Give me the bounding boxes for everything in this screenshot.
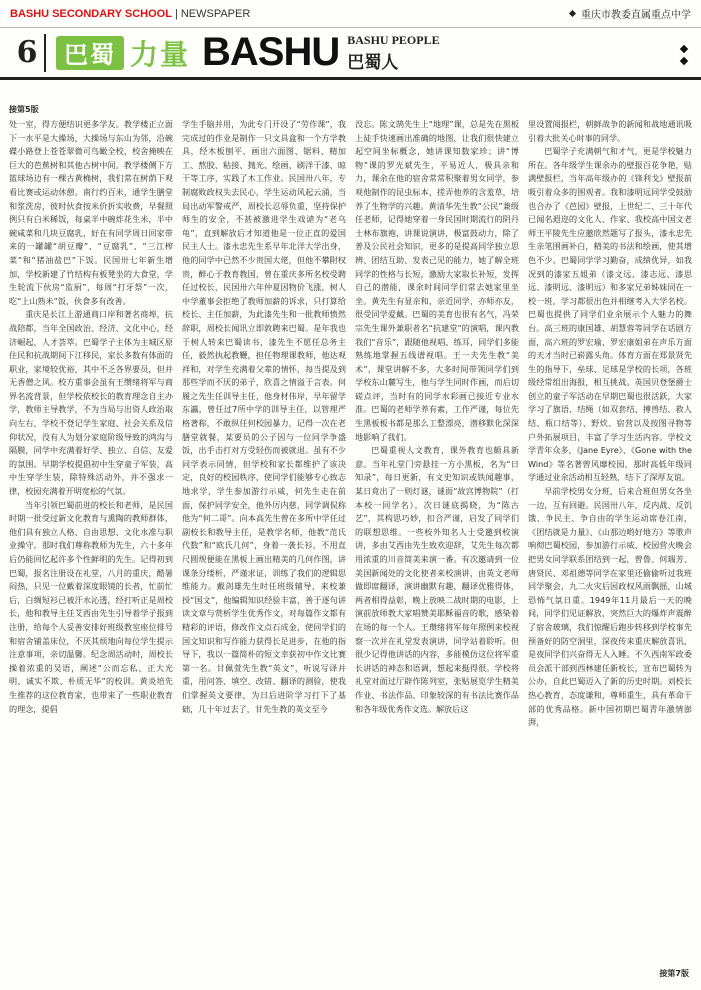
diamond-icon xyxy=(680,57,688,65)
article-column-1 xyxy=(9,118,173,958)
article-column-4 xyxy=(528,118,692,958)
article-column-3 xyxy=(355,118,519,958)
paragraph: 重庆是长江上游通商口岸和著名商埠，抗战陪都，当年全国政治、经济、文化中心，经济崛起，人才荟萃。巴蜀学子主体为主城区原住民和抗战期间下江移民，家长多数有体面的职业，家境较优裕，其中不乏各界要员，但并无香僧之风。校方重事会虽有王缵绪将军与商界名流背景，但学校依校长的教育理念自主办学，教师主导教学，不为当局与出资人政治取向左右，学校不登记学生家庭、社会关系及信仰状况，没有人为划分家庭阶级导致的鸿沟与隔膜，同学中充满着好学、独立、自信、友爱的氛围。早期学校提倡初中生穿童子军装，高中生穿学生装，除特殊活动外，并不强求一律，校园充满着开明宽松的气氛。 xyxy=(9,309,173,497)
diamond-icon xyxy=(680,45,688,53)
brand-separator: | xyxy=(174,7,178,20)
paragraph: 没忘。陈文鹄先生上“地理”课，总是先在黑板上徒手快速画出准确的地图，让我们很快建立起空间坐标概念，她讲课知数家珍；讲“博物”课的罗光斌先生，平易近人，极具亲和力，课余在他的宿舍常常积聚着男女同学，参观他制作的昆虫标本，搓弄他养的含羞草，培养了生物学的兴趣。黄清华先生教“公民”兼级任老师，记得她穿着一身民国时期流行的阴丹士林布旗袍，讲课说演讲，极富鼓动力，除了普及公民社会知识，更多的是提高同学独立思辨、团结互助、发表己见的能力，她了解全班同学的性格与长短，激励大家取长补短，发挥自己的潜能，课余时间同学们常去她家里坐坐。黄先生有显亲和，亲近同学，亦师亦友，很受同学爱戴。巴蜀的美育也很有名气，冯荣宗先生课外兼职者名“抗建堂”的演唱，课内教我们“音乐”，跟随他视唱、练耳，同学们多能熟练地掌握五线谱视唱。王一夫先生教“美术”，课堂讲解不多，大多时间带领同学们到学校东山麓写生，他与学生同时作画，而后切磋点评，当时有的同学水彩画已接近专业水准。巴蜀的老师学养有素，工作严谨，每位先生黑板板书都是那么工整漂亮，潜移默化深深地影响了我们。 xyxy=(355,119,519,442)
logo-box: 巴蜀 xyxy=(56,36,124,70)
paragraph: 巴蜀学子充满朝气和才气，更是学校魅力所在。各年级学生课余办的壁报百花争艳，贴满壁报栏，当年高年级办的《锋利戈》壁报前吸引着众多的围观者。我和漆明远同学受鼓励也合办了《芭园》壁报，上世纪二、三十年代已闻名遐迩的文化人、作家、我校高中国文老师王平陵先生应邀欣然题写了报头，漆永忠先生亲笔围画补白，精美的书法和绘画，使其增色不少。巴蜀同学学习勤奋，成绩优异，如我况到的漆家五姐弟（漆文远、漆志远、漆思远、漆明远、漆明远）和多家兄弟姊妹同在一校一班，学习都很出色并相继考入大学名校。巴蜀也提供了同学们业余展示个人魅力的舞台。高三班的康国雄、胡慧蓉等同学在话剧方面，高六班的罗宏瑜、罗宏康姐弟在声乐方面的天才当时已崭露头角。体育方面在郑景贤先生的指导下，垒球、足球是学校的长项，各班级经常组出海报，相互挑战。英国贝登堡爵士创立的童子军活动在早期巴蜀也很活跃，大家学习了旗语、结绳（如双套结、搏兽结、救人结、瓶口结等）、野炊、宿营以及按图寻物等户外拓展项目，丰富了学习生活内容。学校文学青年众多，《Jane Eyre》、《Gone with the Wind》等名著曾风靡校园，那时高低年级同学通过业余活动相互轻熟，结下了深厚友谊。 xyxy=(528,146,692,483)
masthead-title: BASHU xyxy=(202,30,340,74)
paragraph: 处一室，得方便结识更多学友。教学楼正立面下一水平是大操场，大操场与东山为邻，沿碗碟小路登上苍苍翠微可鸟瞰全校，校舍掩映在巨大的芭蕉树和其他古树中间。教学楼侧下方篮球场边有一棵古黄桷树，我们常在树荫下观看比赛或运动休憩。南行约百米，通学生膳堂和浆洗房，彼时伙食按米价折实收费，早餐照例只有白米稀饭，每桌半中碗炸花生米，半中碗咸菜和几块豆腐乳，好在有同学周日回家带来的一罐罐“胡豆瓣”、“豆腐乳”、“三江榨菜”和“猪油盐巴”下饭。民国卅七年新生增加，学校新建了竹结构有板凳坐的大食堂，学生轮流下伙房“监厨”，每周“打牙祭”一次，吃“上山熟米”饭，伙食多有改善。 xyxy=(9,119,173,306)
article-body xyxy=(9,118,692,958)
top-bar xyxy=(0,0,701,28)
paragraph: 巴蜀重视人文教育，课外教育也颇具新意。当年礼堂门旁悬挂一方小黑板，名为“日知录”，每日更新，有文史知识或铁闻趣事，某日竟出了一则灯谜，谜面“故宫博物院”（打本校一同学名），次日谜底揭晓，为“陈古艺”，其构思巧妙，扣合严谨，启发了同学们的联想思维。一些校外知名人士受邀到校演讲，多由艾西由先生致欢迎辞，艾先生每次都用浓重的川音简美来演一番。有次邀请到一位美国新闻处的文化使者来校演讲，由英文老师做即席翻译，演讲幽默有趣，翻译优雅得体，两者相得益彰，晚上放映二战时期的电影，上演前放师教大家唱赞美耶稣福音的歌，感染着在场的每一个人。王瓒绪将军每年照例来校视察一次并在礼堂发表演讲，同学站着聆听。但很少记得他讲话的内容，多能模仿这位将军重长讲话的神态和语调，想起来挺得很。学校将礼堂对面过厅辟作陈列室，张贴展览学生精美作业、书法作品、印象较深的有书法比赛作品和各年级优秀作文选。解放后这 xyxy=(355,445,519,714)
continued-from-label: 接第5版 xyxy=(9,105,39,114)
newspaper-brand xyxy=(10,8,250,20)
paragraph: 学生手脑并用，为此专门开设了“劳作课”，我完成过的作业是制作一只文具盒和一个方学教具，经木板刨平、画出六面图、锯料、精加工、熬胶、粘接、抛光、绘画、刷洋干漆、晾干等工序，实践了木工作业。民国卅八年，专制腐败政权失去民心，学生运动风起云涌，当局出动军警戒严，周校长忍辱负重，坚持保护师生的安全，不甚被激进学生戏谑为“老乌龟”，直到解放后才知道他是一位正直的爱国民主人士。漆永忠先生系早年北洋大学出身，他的同学中已然不少贵国大佬，但他不攀附权贵，醉心于教育教国，曾在重庆多所名校受聘任过校长，民国卅六年仲夏因物价飞涨，树人中学董事会拒绝了教师加薪的诉求，只打算给校长、主任加薪，为此漆先生和一批教师愤然辞职，周校长闻讯立即敦聘来巴蜀。是年我也于树人转来巴蜀读书，漆先生不愿任总务主任，毅然执起教鞭，担任物理课教师，他达观祥和，对学生充满着父辈的情怀，每当提及到那些学而不厌的弟子，欣喜之情溢于言表。何履之先生任训导主任，他身材伟岸，早年留学东瀛，曾任过7所中学的训导主任，以管理严格著称，不敢纵任何校园暴力，记得一次在老膳堂就餐，某要员的公子因与一位同学争盛饭，出手击打对方受轻伤而被就退。虽有不少同学表示同情，但学校和家长都维护了该决定，良好的校园秩序，使同学们能够专心致志地求学，学生参加游行示威，何先生走在前面，保护同学安全，他外厉内慈，同学调侃称他为“何二哥”。向本高先生曾在多所中学任过副校长和教导主任，是教学名师，他教“范氏代数”和“欧氏几何”，身着一袭长衫，不用直尺圆规便能在黑板上画出精美的几何作图，讲课条分缕析，严谨求证，训练了我们的逻辑思维能力。戴剑雄先生时任班级辅导，来校兼授“国文”，他编辑知识经验丰富，善于逐句讲读文章与赏析学生优秀作文，对每篇作文都有精彩的评语，修改作文点石成金，使同学们的国文知识和写作能力获得长足进步，在他的指导下，我以一篇简朴的短文幸获初中作文比赛第一名。甘佩萱先生教“英文”，听说写译并重，用问答、填空、改错、翻译的测验，使我们掌握英文要律，为日后进阶学习打下了基础，几十年过去了，甘先生教的英文至今 xyxy=(182,119,346,714)
paragraph: 早前学校男女分班，后来合班但男女各坐一边，互有回避。民国卅八年，反内战、反饥饿、争民主、争自由的学生运动席卷江南，《团结就是力量》、《山那边哟好地方》等歌声响彻巴蜀校园，参加游行示威、校园营火晚会把男女同学联系团结到一起，曾鲁、何瑞芳、唐贤民、邓祖德等同学在家里还偷偷听过我班同学聚会，九二火灾后因政权风雨飘摇，山城恐怖气氛日重。1949年11月最后一天的晚间，同学们见证解放，突然巨大的爆炸声震醉了宿舍玻璃，我们惊醒后跑步转移到学校事先预备好的防空洞里，深夜传来重庆解放喜讯，是夜同学们兴奋得无人入睡。不久西南军政委员会派干部到西林建任新校长，宣布巴蜀转为公办，自此巴蜀迈入了新的历史时期。刘校长热心教育，态度谦和，尊师重生，具有革命干部的优秀品格。新中国初期巴蜀青年激情澎湃， xyxy=(528,486,692,728)
continued-to-label: 接第7版 xyxy=(659,969,689,978)
subtitle-en: BASHU PEOPLE xyxy=(347,32,440,47)
column-logo xyxy=(56,34,190,72)
paragraph: 当年引领巴蜀前进的校长和老师，是民国时期一批受过新文化教育与熏陶的教师群体，他们具有独立人格、自由思想、文化水准与职业操守。那时我们尊称教师为先生，六十多年后仍能回忆起许多个性鲜明的先生。记得初到巴蜀，报名注册设在礼堂，八月的重庆，酷暑闷热，只见一位戴着深度眼镜的长者，忙前忙后，白绸短衫已被汗水沁透，经打听正是周校长，他和教导主任艾西由先生引导着学子报到注册，给每个人妥善安排好班级教室座位排号和宿舍铺盖床位，不厌其烦地向每位学生提示注意事项，亲切温馨。纪念周活动时，周校长操着浓重的吴语，阐述“公而忘私、正大光明、诚实不欺、朴质无华”的校训。黄炎培先生推荐的这位教育家，也带来了一些职业教育的理念，提倡 xyxy=(9,499,173,714)
paragraph: 里设置阅报栏，朝鲜战争的新闻和战地通讯吸引着大批关心时事的同学。 xyxy=(528,119,692,143)
subtitle-cn: 巴蜀人 xyxy=(347,52,399,73)
tagline-text: 重庆市教委直属重点中学 xyxy=(581,10,691,21)
masthead-subtitle xyxy=(347,33,439,73)
brand-newspaper-label: NEWSPAPER xyxy=(180,7,251,20)
page-number: 6 xyxy=(10,34,46,72)
school-tagline xyxy=(570,6,691,21)
masthead xyxy=(0,28,701,80)
logo-text: 力量 xyxy=(130,37,191,71)
brand-school-name: BASHU SECONDARY SCHOOL xyxy=(10,7,172,20)
article-column-2 xyxy=(182,118,346,958)
diamond-icon xyxy=(569,10,576,17)
